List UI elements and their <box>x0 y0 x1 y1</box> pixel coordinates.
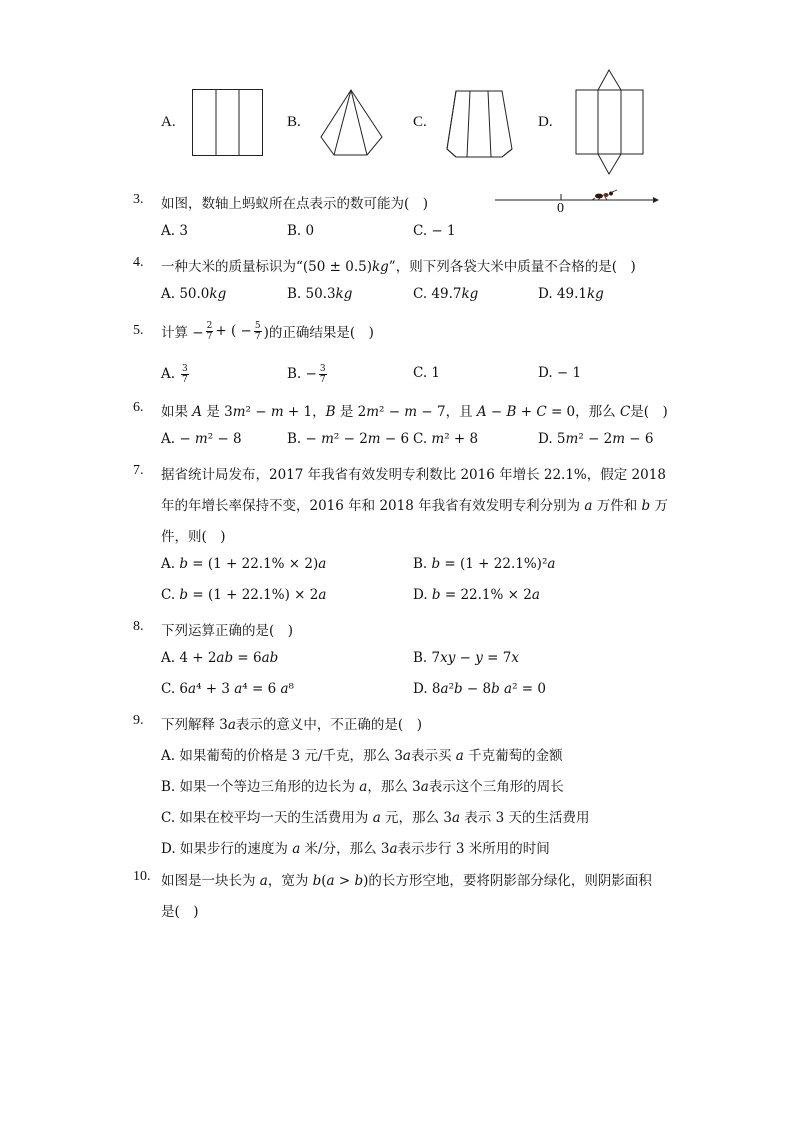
number-line-zero-label: 0 <box>557 201 564 216</box>
q5-fraction-2-numerator: 5 <box>254 320 261 331</box>
question-7-line-3: 件，则( ) <box>161 529 226 545</box>
q5-fraction-2 <box>254 321 262 342</box>
q5-fraction-1-denominator: 7 <box>206 331 213 342</box>
q8-option-b: B. 7𝑥𝑦 − 𝑦 = 7𝑥 <box>413 650 519 666</box>
q8-option-d: D. 8𝑎²𝑏 − 8𝑏 𝑎² = 0 <box>413 681 546 697</box>
q5-option-c: C. 1 <box>413 365 441 381</box>
question-3-text: 如图，数轴上蚂蚁所在点表示的数可能为( ) <box>161 196 429 212</box>
q5-fraction-1-numerator: 2 <box>206 320 213 331</box>
q4-option-b: B. 50.3𝑘𝑔 <box>287 286 353 302</box>
q7-option-a: A. 𝑏 = (1 + 22.1% × 2)𝑎 <box>161 556 327 572</box>
q6-option-d: D. 5𝑚² − 2𝑚 − 6 <box>538 431 654 447</box>
q9-option-a: A. 如果葡萄的价格是 3 元/千克，那么 3𝑎表示买 𝑎 千克葡萄的金额 <box>161 748 563 764</box>
q5-text-suffix: )的正确结果是( ) <box>263 325 374 341</box>
q8-option-c: C. 6𝑎⁴ + 3 𝑎⁴ = 6 𝑎⁸ <box>161 681 294 697</box>
figure-option-c-label: C. <box>413 114 427 130</box>
q7-option-d: D. 𝑏 = 22.1% × 2𝑎 <box>413 587 540 603</box>
question-7-line-1: 据省统计局发布，2017 年我省有效发明专利数比 2016 年增长 22.1%，假定 2018 <box>161 467 666 483</box>
q5-option-a-prefix: A. <box>161 366 176 382</box>
figure-b-pyramid <box>320 89 384 157</box>
q5-option-b-numerator: 3 <box>319 363 326 374</box>
figure-option-a-label: A. <box>161 114 176 130</box>
question-4-number: 4. <box>133 255 144 270</box>
q5-text-prefix: 计算 − <box>161 325 204 341</box>
q9-option-b: B. 如果一个等边三角形的边长为 𝑎，那么 3𝑎表示这个三角形的周长 <box>161 779 564 795</box>
q5-option-b <box>287 359 327 389</box>
number-line <box>495 190 660 216</box>
question-6-text: 如果 𝐴 是 3𝑚² − 𝑚 + 1，𝐵 是 2𝑚² − 𝑚 − 7，且 𝐴 − 𝐵 + 𝐶 = 0，那么 𝐶是( ) <box>161 404 668 420</box>
question-5-number: 5. <box>133 323 144 338</box>
q5-fraction-2-denominator: 7 <box>254 331 261 342</box>
figure-option-b-label: B. <box>287 114 301 130</box>
q5-fraction-1 <box>206 321 214 342</box>
q3-option-a: A. 3 <box>161 223 188 239</box>
q9-option-c: C. 如果在校平均一天的生活费用为 𝑎 元，那么 3𝑎 表示 3 天的生活费用 <box>161 810 590 826</box>
question-3-number: 3. <box>133 192 144 207</box>
figure-d-prism-net <box>575 69 645 175</box>
question-9-text: 下列解释 3𝑎表示的意义中，不正确的是( ) <box>161 717 422 733</box>
q5-text-mid: + ( − <box>215 323 252 339</box>
q5-option-b-prefix: B. − <box>287 366 317 382</box>
question-10-line-1: 如图是一块长为 𝑎，宽为 𝑏(𝑎 > 𝑏)的长方形空地，要将阴影部分绿化，则阴影面积 <box>161 873 652 889</box>
ant-icon <box>592 190 617 200</box>
q8-option-a: A. 4 + 2𝑎𝑏 = 6𝑎𝑏 <box>161 650 279 666</box>
q4-option-a: A. 50.0𝑘𝑔 <box>161 286 227 302</box>
q3-option-b: B. 0 <box>287 223 315 239</box>
q7-option-c: C. 𝑏 = (1 + 22.1%) × 2𝑎 <box>161 587 327 603</box>
figure-c-frustum <box>446 87 514 159</box>
q5-option-b-fraction <box>319 364 327 385</box>
question-9-number: 9. <box>133 713 144 728</box>
question-6-number: 6. <box>133 400 144 415</box>
q5-option-a <box>161 359 189 389</box>
q7-option-b: B. 𝑏 = (1 + 22.1%)²𝑎 <box>413 556 556 572</box>
q4-option-c: C. 49.7𝑘𝑔 <box>413 286 479 302</box>
q6-option-b: B. − 𝑚² − 2𝑚 − 6 <box>287 431 410 447</box>
q6-option-c: C. 𝑚² + 8 <box>413 431 479 447</box>
q4-option-d: D. 49.1𝑘𝑔 <box>538 286 604 302</box>
question-4-text: 一种大米的质量标识为“(50 ± 0.5)𝑘𝑔”，则下列各袋大米中质量不合格的是( ) <box>161 259 636 275</box>
question-8-number: 8. <box>133 619 144 634</box>
figure-a-rectangles <box>192 89 264 157</box>
q5-option-a-fraction <box>181 364 189 385</box>
question-10-number: 10. <box>133 869 151 884</box>
figure-option-d-label: D. <box>538 114 553 130</box>
question-7-number: 7. <box>133 463 144 478</box>
q5-option-a-denominator: 7 <box>182 374 188 385</box>
question-5-text <box>161 316 374 346</box>
q5-option-d: D. − 1 <box>538 365 582 381</box>
q5-option-b-denominator: 7 <box>319 374 326 385</box>
q9-option-d: D. 如果步行的速度为 𝑎 米/分，那么 3𝑎表示步行 3 米所用的时间 <box>161 841 550 857</box>
q5-option-a-numerator: 3 <box>182 363 188 374</box>
question-8-text: 下列运算正确的是( ) <box>161 623 294 639</box>
question-10-line-2: 是( ) <box>161 904 199 920</box>
q3-option-c: C. − 1 <box>413 223 456 239</box>
q6-option-a: A. − 𝑚² − 8 <box>161 431 242 447</box>
question-7-line-2: 年的年增长率保持不变，2016 年和 2018 年我省有效发明专利分别为 𝑎 万件和 𝑏 万 <box>161 498 668 514</box>
